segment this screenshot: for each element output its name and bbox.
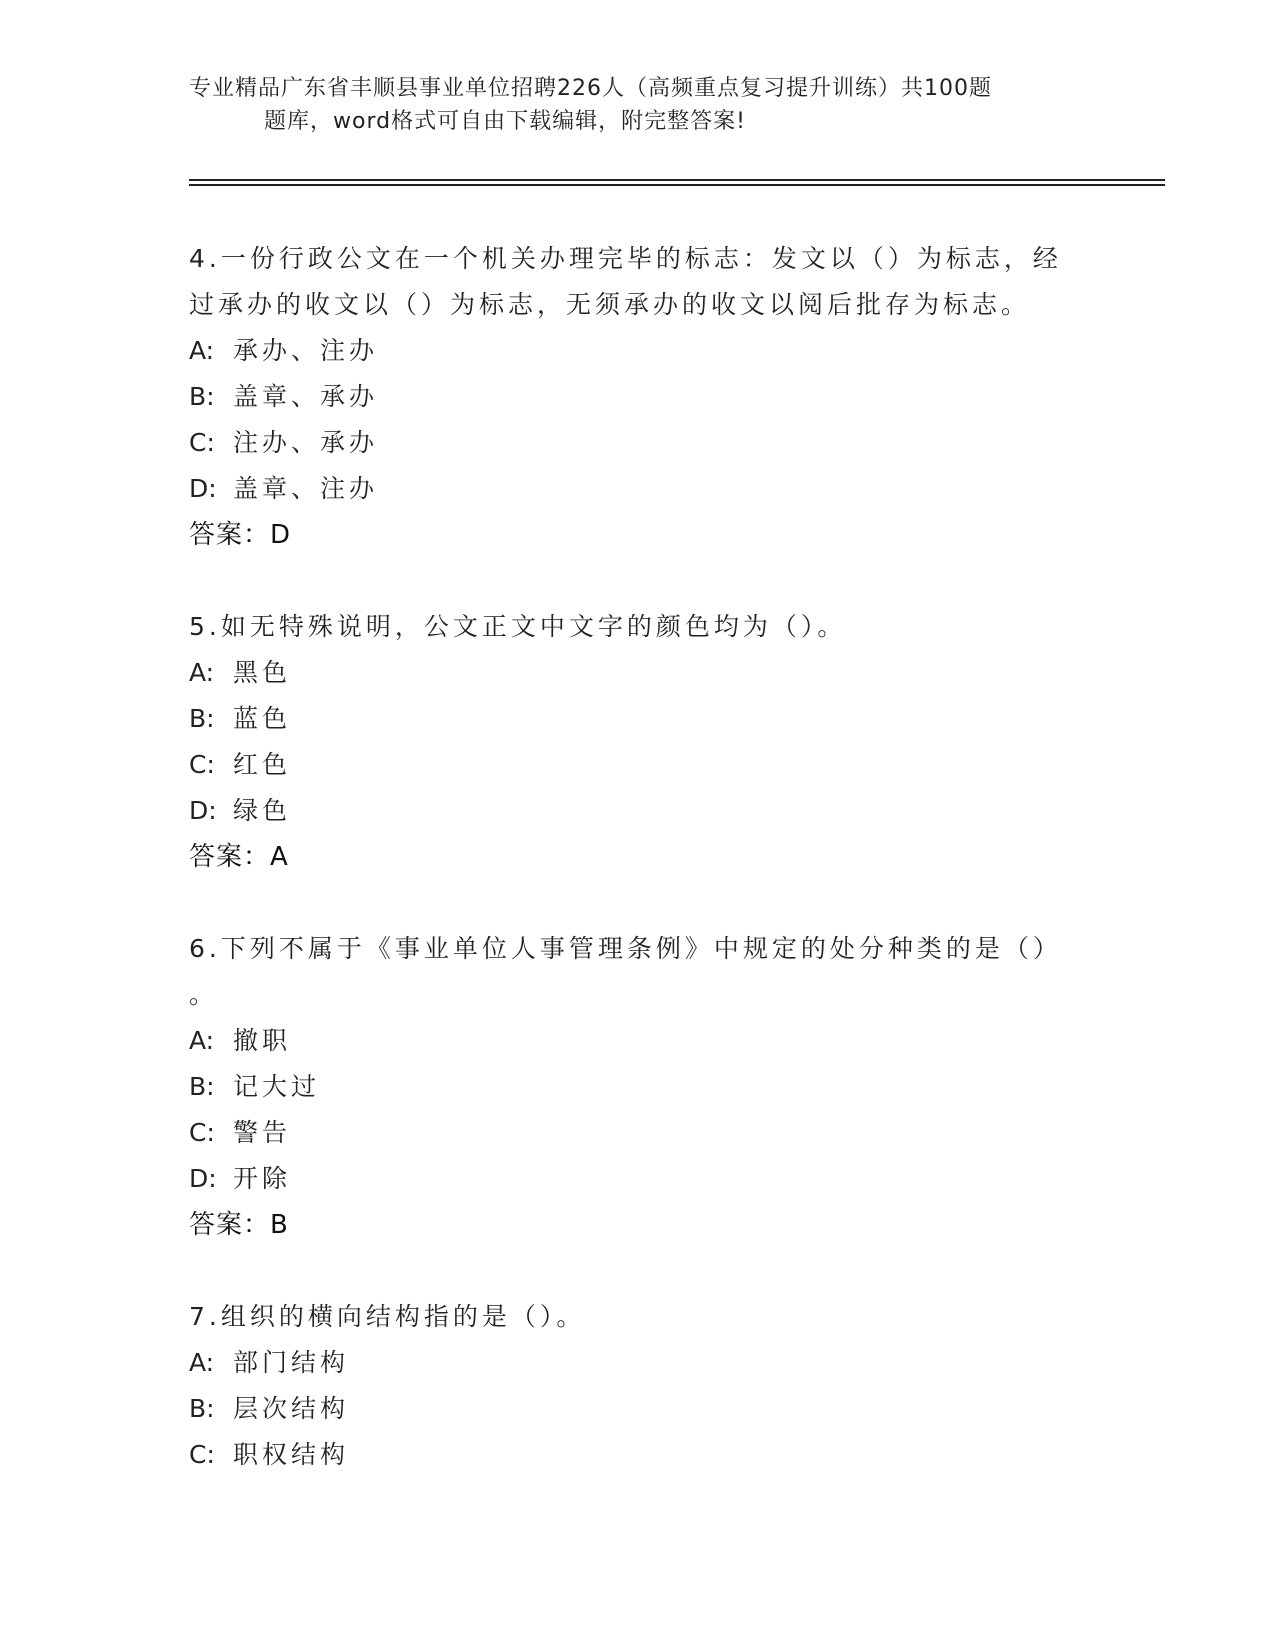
option-letter: B: [189,1394,215,1423]
option-c [189,742,1089,788]
answer-line: 答案：D [189,520,292,550]
option-a [189,1340,1089,1386]
option-letter: A: [189,1026,215,1055]
option-b [189,1386,1089,1432]
option-d [189,466,1089,512]
question-text-line-1: 4.一份行政公文在一个机关办理完毕的标志：发文以（）为标志，经 [189,244,1062,273]
option-letter: B: [189,382,215,411]
option-a [189,650,1089,696]
header-divider-top [189,179,1165,181]
question-text-line-2: 过承办的收文以（）为标志，无须承办的收文以阅后批存为标志。 [189,290,1031,319]
header-title-line-1: 专业精品广东省丰顺县事业单位招聘226人（高频重点复习提升训练）共100题 [189,76,992,101]
option-text: 红色 [233,750,292,779]
option-letter: B: [189,1072,215,1101]
option-text: 开除 [233,1164,292,1193]
option-letter: B: [189,704,215,733]
option-text: 撤职 [233,1026,292,1055]
option-text: 盖章、注办 [233,474,379,503]
question-item [189,926,1089,1248]
question-text-line-1: 6.下列不属于《事业单位人事管理条例》中规定的处分种类的是（） [189,934,1062,963]
option-a [189,328,1089,374]
question-item [189,236,1089,558]
option-c [189,1110,1089,1156]
option-letter: C: [189,750,215,779]
option-b [189,696,1089,742]
option-letter: A: [189,1348,215,1377]
option-text: 部门结构 [233,1348,350,1377]
option-text: 警告 [233,1118,292,1147]
option-text: 记大过 [233,1072,321,1101]
header-divider-bottom [189,184,1165,186]
header-title-line-2: 题库，word格式可自由下载编辑，附完整答案! [264,109,746,134]
option-text: 盖章、承办 [233,382,379,411]
question-text-line-1: 5.如无特殊说明，公文正文中文字的颜色均为（）。 [189,612,847,641]
option-text: 绿色 [233,796,292,825]
option-letter: D: [189,1164,217,1193]
option-text: 职权结构 [233,1440,350,1469]
option-text: 注办、承办 [233,428,379,457]
document-header [189,72,1069,138]
option-text: 承办、注办 [233,336,379,365]
answer-line: 答案：B [189,1210,289,1240]
option-letter: A: [189,658,215,687]
option-letter: C: [189,1440,215,1469]
question-text-line-1: 7.组织的横向结构指的是（）。 [189,1302,586,1331]
option-d [189,1156,1089,1202]
option-a [189,1018,1089,1064]
answer-line: 答案：A [189,842,289,872]
option-letter: D: [189,474,217,503]
question-text-line-2: 。 [189,980,219,1009]
option-letter: C: [189,428,215,457]
question-item [189,604,1089,880]
option-letter: C: [189,1118,215,1147]
option-d [189,788,1089,834]
option-letter: D: [189,796,217,825]
option-text: 黑色 [233,658,292,687]
question-item [189,1294,1089,1478]
option-c [189,420,1089,466]
question-list [189,236,1089,1524]
option-b [189,374,1089,420]
option-b [189,1064,1089,1110]
option-text: 层次结构 [233,1394,350,1423]
option-text: 蓝色 [233,704,292,733]
option-letter: A: [189,336,215,365]
option-c [189,1432,1089,1478]
